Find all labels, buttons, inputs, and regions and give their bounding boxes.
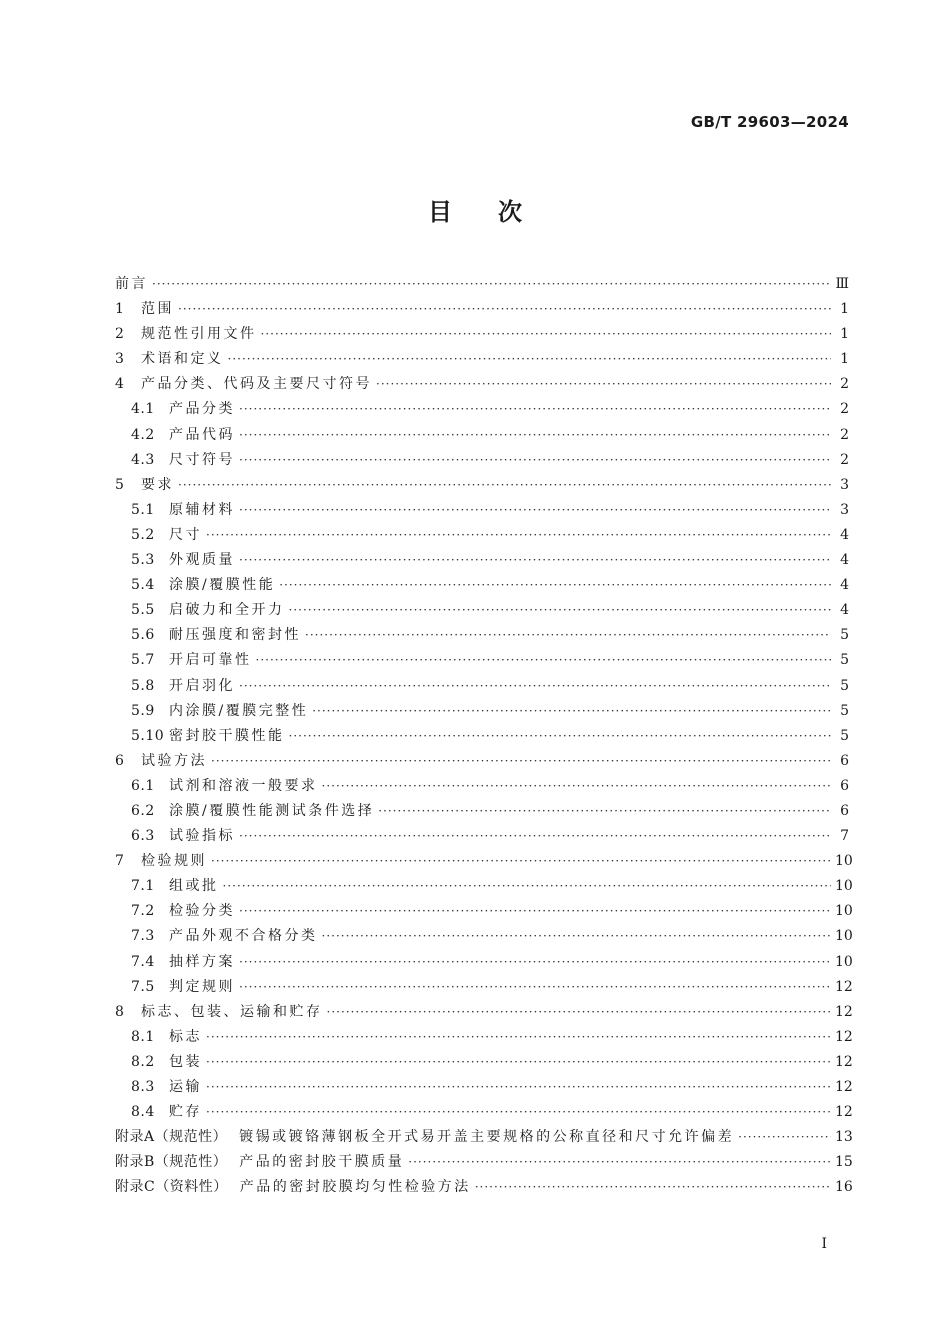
- toc-entry-number: 5.1: [131, 501, 155, 518]
- toc-entry-page: 2: [840, 376, 849, 393]
- toc-entry[interactable]: [115, 849, 853, 874]
- toc-entry-page: 10: [835, 928, 853, 945]
- toc-dot-leader: [239, 975, 831, 1000]
- toc-dot-leader: [322, 774, 832, 799]
- page-number: I: [821, 1236, 827, 1252]
- toc-entry-page: 2: [840, 451, 849, 468]
- toc-entry-page: 4: [840, 577, 849, 594]
- toc-entry[interactable]: [115, 874, 853, 899]
- toc-dot-leader: [152, 272, 831, 297]
- toc-dot-leader: [239, 899, 831, 924]
- toc-entry-page: 10: [835, 878, 853, 895]
- toc-dot-leader: [178, 473, 831, 498]
- toc-entry-label: 外观质量: [169, 552, 235, 569]
- toc-entry-number: 附录B（规范性）: [115, 1154, 228, 1171]
- toc-entry[interactable]: [115, 523, 849, 548]
- toc-entry-page: 1: [840, 301, 849, 318]
- toc-entry-page: 5: [840, 652, 849, 669]
- toc-dot-leader: [261, 322, 832, 347]
- toc-entry[interactable]: [115, 623, 849, 648]
- toc-entry-page: 6: [840, 802, 849, 819]
- toc-entry-label: 产品的密封胶干膜质量: [239, 1154, 405, 1171]
- toc-entry[interactable]: [115, 799, 849, 824]
- toc-entry-label: 试剂和溶液一般要求: [169, 777, 318, 794]
- toc-dot-leader: [178, 297, 831, 322]
- toc-entry-label: 产品分类、代码及主要尺寸符号: [141, 376, 372, 393]
- toc-entry-page: 13: [835, 1129, 853, 1146]
- toc-dot-leader: [206, 523, 831, 548]
- toc-entry[interactable]: [115, 1175, 853, 1200]
- toc-entry-label: 涂膜/覆膜性能: [169, 577, 276, 594]
- toc-entry-label: 前言: [115, 276, 148, 292]
- toc-entry-label: 原辅材料: [169, 501, 235, 518]
- toc-entry-page: 12: [835, 1028, 853, 1045]
- toc-entry-label: 贮存: [169, 1104, 202, 1121]
- toc-entry-number: 7.2: [131, 903, 155, 920]
- toc-dot-leader: [206, 1075, 831, 1100]
- toc-dot-leader: [239, 824, 831, 849]
- toc-dot-leader: [376, 372, 831, 397]
- toc-entry-label: 组或批: [169, 878, 219, 895]
- toc-entry-number: 7.3: [131, 928, 155, 945]
- toc-dot-leader: [279, 573, 831, 598]
- toc-entry-label: 标志、包装、运输和贮存: [141, 1003, 323, 1020]
- toc-entry-label: 耐压强度和密封性: [169, 627, 301, 644]
- toc-entry[interactable]: [115, 598, 849, 623]
- toc-entry-page: 10: [835, 853, 853, 870]
- toc-entry-page: Ⅲ: [835, 276, 849, 292]
- toc-entry-page: 12: [835, 1079, 853, 1095]
- toc-entry-label: 判定规则: [169, 978, 235, 995]
- toc-entry-number: 4.1: [131, 401, 155, 418]
- toc-entry-number: 5: [115, 476, 125, 493]
- toc-entry-page: 1: [840, 351, 849, 368]
- toc-dot-leader: [738, 1125, 831, 1150]
- toc-entry[interactable]: [115, 1025, 853, 1050]
- toc-dot-leader: [223, 874, 832, 899]
- toc-entry[interactable]: [115, 824, 849, 849]
- toc-entry-number: 附录C（资料性）: [115, 1179, 228, 1196]
- toc-entry-number: 7.1: [131, 878, 155, 895]
- toc-entry-page: 4: [840, 552, 849, 569]
- toc-entry-label: 密封胶干膜性能: [169, 727, 285, 744]
- toc-entry[interactable]: [115, 1100, 853, 1125]
- toc-entry-number: 8: [115, 1003, 125, 1020]
- toc-dot-leader: [206, 1025, 831, 1050]
- toc-entry-label: 产品的密封胶膜均匀性检验方法: [239, 1179, 471, 1196]
- toc-entry[interactable]: [115, 648, 849, 673]
- toc-dot-leader: [239, 448, 831, 473]
- toc-entry-label: 产品代码: [169, 426, 235, 443]
- toc-entry[interactable]: [115, 573, 849, 598]
- toc-entry[interactable]: [115, 1125, 853, 1150]
- toc-entry[interactable]: [115, 774, 849, 799]
- toc-dot-leader: [256, 648, 832, 673]
- toc-entry[interactable]: [115, 924, 853, 949]
- toc-entry-number: 8.3: [131, 1079, 155, 1095]
- toc-entry-page: 5: [840, 702, 849, 719]
- toc-entry-page: 4: [840, 602, 849, 619]
- page-title: 目次: [428, 198, 568, 226]
- toc-entry[interactable]: [115, 548, 849, 573]
- toc-entry-number: 8.1: [131, 1028, 155, 1045]
- toc-entry-number: 4.3: [131, 451, 155, 468]
- toc-entry[interactable]: [115, 950, 853, 975]
- toc-entry[interactable]: [115, 1150, 853, 1175]
- toc-entry-number: 5.5: [131, 602, 155, 619]
- toc-entry-number: 7.5: [131, 978, 155, 995]
- toc-dot-leader: [239, 498, 831, 523]
- toc-entry-number: 2: [115, 326, 125, 343]
- toc-entry[interactable]: [115, 397, 849, 422]
- standard-code: GB/T 29603—2024: [690, 113, 849, 131]
- toc-dot-leader: [322, 924, 832, 949]
- toc-entry-number: 4: [115, 376, 125, 393]
- toc-entry-label: 规范性引用文件: [141, 326, 257, 343]
- toc-entry-label: 镀锡或镀铬薄钢板全开式易开盖主要规格的公称直径和尺寸允许偏差: [239, 1129, 735, 1146]
- toc-entry-number: 6.3: [131, 828, 155, 845]
- toc-dot-leader: [239, 423, 831, 448]
- toc-entry-page: 2: [840, 426, 849, 443]
- toc-entry-label: 检验规则: [141, 853, 207, 870]
- toc-entry-page: 4: [840, 526, 849, 543]
- toc-entry[interactable]: [115, 1000, 853, 1025]
- toc-entry[interactable]: [115, 1050, 853, 1075]
- toc-entry[interactable]: [115, 372, 849, 397]
- toc-entry-number: 6.2: [131, 802, 155, 819]
- toc-entry[interactable]: [115, 423, 849, 448]
- toc-entry-label: 尺寸符号: [169, 451, 235, 468]
- toc-dot-leader: [239, 950, 831, 975]
- toc-entry-label: 涂膜/覆膜性能测试条件选择: [169, 802, 375, 819]
- toc-dot-leader: [239, 397, 831, 422]
- toc-entry-number: 8.2: [131, 1053, 155, 1070]
- toc-entry[interactable]: [115, 473, 849, 498]
- toc-entry-page: 10: [835, 953, 853, 970]
- toc-entry-label: 开启羽化: [169, 677, 235, 694]
- toc-dot-leader: [378, 799, 831, 824]
- toc-entry-label: 试验方法: [141, 752, 207, 769]
- toc-entry-number: 7.4: [131, 953, 155, 970]
- toc-dot-leader: [289, 598, 832, 623]
- toc-entry-number: 3: [115, 351, 125, 368]
- toc-entry-page: 5: [840, 677, 849, 694]
- toc-entry-page: 5: [840, 627, 849, 644]
- toc-entry-label: 要求: [141, 476, 174, 493]
- toc-entry-number: 5.3: [131, 552, 155, 569]
- toc-entry-number: 8.4: [131, 1104, 155, 1121]
- toc-dot-leader: [211, 849, 831, 874]
- toc-entry-number: 6.1: [131, 777, 155, 794]
- toc-entry-label: 开启可靠性: [169, 652, 252, 669]
- toc-entry-label: 试验指标: [169, 828, 235, 845]
- toc-entry-number: 5.6: [131, 627, 155, 644]
- toc-entry-label: 尺寸: [169, 526, 202, 543]
- toc-dot-leader: [239, 548, 831, 573]
- toc-entry[interactable]: [115, 975, 853, 1000]
- toc-dot-leader: [228, 347, 832, 372]
- toc-entry-number: 5.2: [131, 526, 155, 543]
- toc-entry[interactable]: [115, 749, 849, 774]
- toc-entry-page: 15: [835, 1154, 853, 1171]
- toc-dot-leader: [206, 1050, 831, 1075]
- toc-entry[interactable]: [115, 699, 849, 724]
- toc-entry[interactable]: [115, 448, 849, 473]
- toc-dot-leader: [289, 724, 832, 749]
- toc-entry-label: 检验分类: [169, 903, 235, 920]
- toc-entry-label: 包装: [169, 1053, 202, 1070]
- toc-entry[interactable]: [115, 322, 849, 347]
- toc-entry-number: 5.4: [131, 577, 155, 594]
- toc-entry-number: 5.9: [131, 702, 155, 719]
- toc-dot-leader: [475, 1175, 831, 1200]
- toc-entry-label: 产品外观不合格分类: [169, 928, 318, 945]
- toc-entry-label: 内涂膜/覆膜完整性: [169, 702, 309, 719]
- toc-dot-leader: [305, 623, 831, 648]
- toc-entry-label: 术语和定义: [141, 351, 224, 368]
- toc-entry-page: 6: [840, 752, 849, 769]
- toc-entry[interactable]: [115, 674, 849, 699]
- toc-entry-page: 12: [835, 978, 853, 995]
- toc-entry-number: 4.2: [131, 426, 155, 443]
- toc-entry-page: 12: [835, 1003, 853, 1020]
- toc-dot-leader: [211, 749, 831, 774]
- toc-dot-leader: [239, 674, 831, 699]
- toc-entry[interactable]: [115, 297, 849, 322]
- toc-dot-leader: [206, 1100, 831, 1125]
- toc-dot-leader: [312, 699, 831, 724]
- toc-entry-label: 标志: [169, 1028, 202, 1045]
- toc-entry-label: 范围: [141, 301, 174, 318]
- toc-entry-number: 5.7: [131, 652, 155, 669]
- toc-entry-page: 6: [840, 777, 849, 794]
- toc-entry-page: 5: [840, 727, 849, 744]
- toc-entry[interactable]: [115, 724, 849, 749]
- toc-entry-label: 启破力和全开力: [169, 602, 285, 619]
- toc-entry-page: 10: [835, 903, 853, 920]
- toc-entry-label: 产品分类: [169, 401, 235, 418]
- toc-entry-page: 3: [840, 476, 849, 493]
- toc-entry-page: 7: [840, 828, 849, 845]
- toc-entry-page: 16: [835, 1179, 853, 1196]
- toc-entry-page: 12: [835, 1053, 853, 1070]
- toc-entry-number: 5.8: [131, 677, 155, 694]
- toc-entry-number: 6: [115, 752, 125, 769]
- toc-entry-number: 附录A（规范性）: [115, 1129, 228, 1146]
- toc-entry-number: 1: [115, 301, 125, 318]
- toc-entry-page: 2: [840, 401, 849, 418]
- toc-entry-number: 5.10: [131, 727, 165, 744]
- table-of-contents: [115, 272, 853, 1200]
- toc-entry[interactable]: [115, 347, 849, 372]
- toc-entry-page: 3: [840, 501, 849, 518]
- toc-entry-page: 12: [835, 1104, 853, 1121]
- toc-entry[interactable]: [115, 272, 849, 297]
- toc-dot-leader: [327, 1000, 832, 1025]
- toc-entry[interactable]: [115, 1075, 853, 1100]
- toc-entry-number: 7: [115, 853, 125, 870]
- toc-entry[interactable]: [115, 899, 853, 924]
- toc-entry-page: 1: [840, 326, 849, 343]
- toc-entry[interactable]: [115, 498, 849, 523]
- toc-entry-label: 抽样方案: [169, 953, 235, 970]
- toc-dot-leader: [408, 1150, 831, 1175]
- toc-entry-label: 运输: [169, 1079, 202, 1095]
